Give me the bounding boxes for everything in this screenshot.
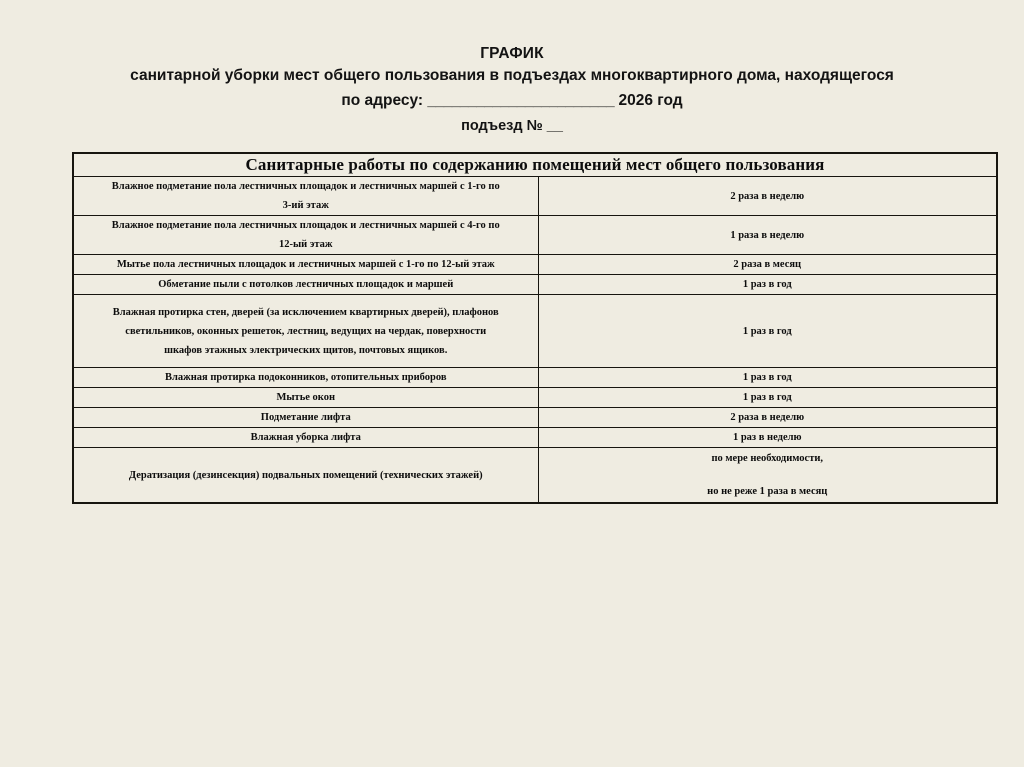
table-row <box>73 295 997 368</box>
address-blank-field[interactable]: _______________________ <box>427 92 615 109</box>
table-row <box>73 255 997 275</box>
table-row <box>73 428 997 448</box>
frequency-text-line-1: по мере необходимости, <box>711 453 824 464</box>
table-header-row <box>73 153 997 177</box>
table-row <box>73 216 997 255</box>
document-subtitle: санитарной уборки мест общего пользования в подъездах многоквартирного дома, находящегося <box>130 67 894 84</box>
table-row <box>73 368 997 388</box>
schedule-table <box>72 152 998 504</box>
frequency-cell <box>538 448 997 504</box>
entrance-number-line[interactable]: подъезд № __ <box>461 118 563 134</box>
address-label: по адресу: <box>341 92 424 109</box>
frequency-cell: 1 раз в год <box>538 388 997 408</box>
table-row <box>73 408 997 428</box>
frequency-cell: 2 раза в неделю <box>538 177 997 216</box>
frequency-cell: 2 раза в неделю <box>538 408 997 428</box>
frequency-cell: 1 раз в год <box>538 295 997 368</box>
frequency-text-line-2: но не реже 1 раза в месяц <box>707 486 828 497</box>
table-row <box>73 177 997 216</box>
schedule-table-wrapper <box>72 152 998 504</box>
task-cell: Дератизация (дезинсекция) подвальных помещений (технических этажей) <box>73 448 538 504</box>
table-row <box>73 448 997 504</box>
task-cell: Влажная протирка подоконников, отопительных приборов <box>73 368 538 388</box>
document-year: 2026 год <box>618 92 683 109</box>
frequency-cell: 1 раз в год <box>538 275 997 295</box>
task-cell: Обметание пыли с потолков лестничных площадок и маршей <box>73 275 538 295</box>
document-address-line <box>0 88 1024 114</box>
page-title: ГРАФИК <box>480 45 544 62</box>
task-cell: Мытье окон <box>73 388 538 408</box>
frequency-cell: 1 раз в неделю <box>538 428 997 448</box>
task-text-line-2: 3-ий этаж <box>282 200 329 211</box>
document-title-block <box>0 0 1024 138</box>
task-cell: Мытье пола лестничных площадок и лестничных маршей с 1-го по 12-ый этаж <box>73 255 538 275</box>
frequency-cell: 1 раза в неделю <box>538 216 997 255</box>
frequency-cell: 2 раза в месяц <box>538 255 997 275</box>
task-cell: Влажная уборка лифта <box>73 428 538 448</box>
task-cell: Подметание лифта <box>73 408 538 428</box>
table-header-title: Санитарные работы по содержанию помещений мест общего пользования <box>73 153 997 177</box>
frequency-cell: 1 раз в год <box>538 368 997 388</box>
task-text-line-2: светильников, оконных решеток, лестниц, ведущих на чердак, поверхности <box>125 325 487 337</box>
task-cell <box>73 295 538 368</box>
task-text-line-2: 12-ый этаж <box>278 239 333 250</box>
table-row <box>73 388 997 408</box>
task-cell <box>73 177 538 216</box>
task-cell <box>73 216 538 255</box>
task-text-line-1: Влажная протирка стен, дверей (за исключением квартирных дверей), плафонов <box>112 306 499 318</box>
task-text-line-1: Влажное подметание пола лестничных площадок и лестничных маршей с 4-го по <box>111 220 500 231</box>
task-text-line-3: шкафов этажных электрических щитов, почтовых ящиков. <box>164 344 448 356</box>
task-text-line-1: Влажное подметание пола лестничных площадок и лестничных маршей с 1-го по <box>111 181 500 192</box>
table-row <box>73 275 997 295</box>
